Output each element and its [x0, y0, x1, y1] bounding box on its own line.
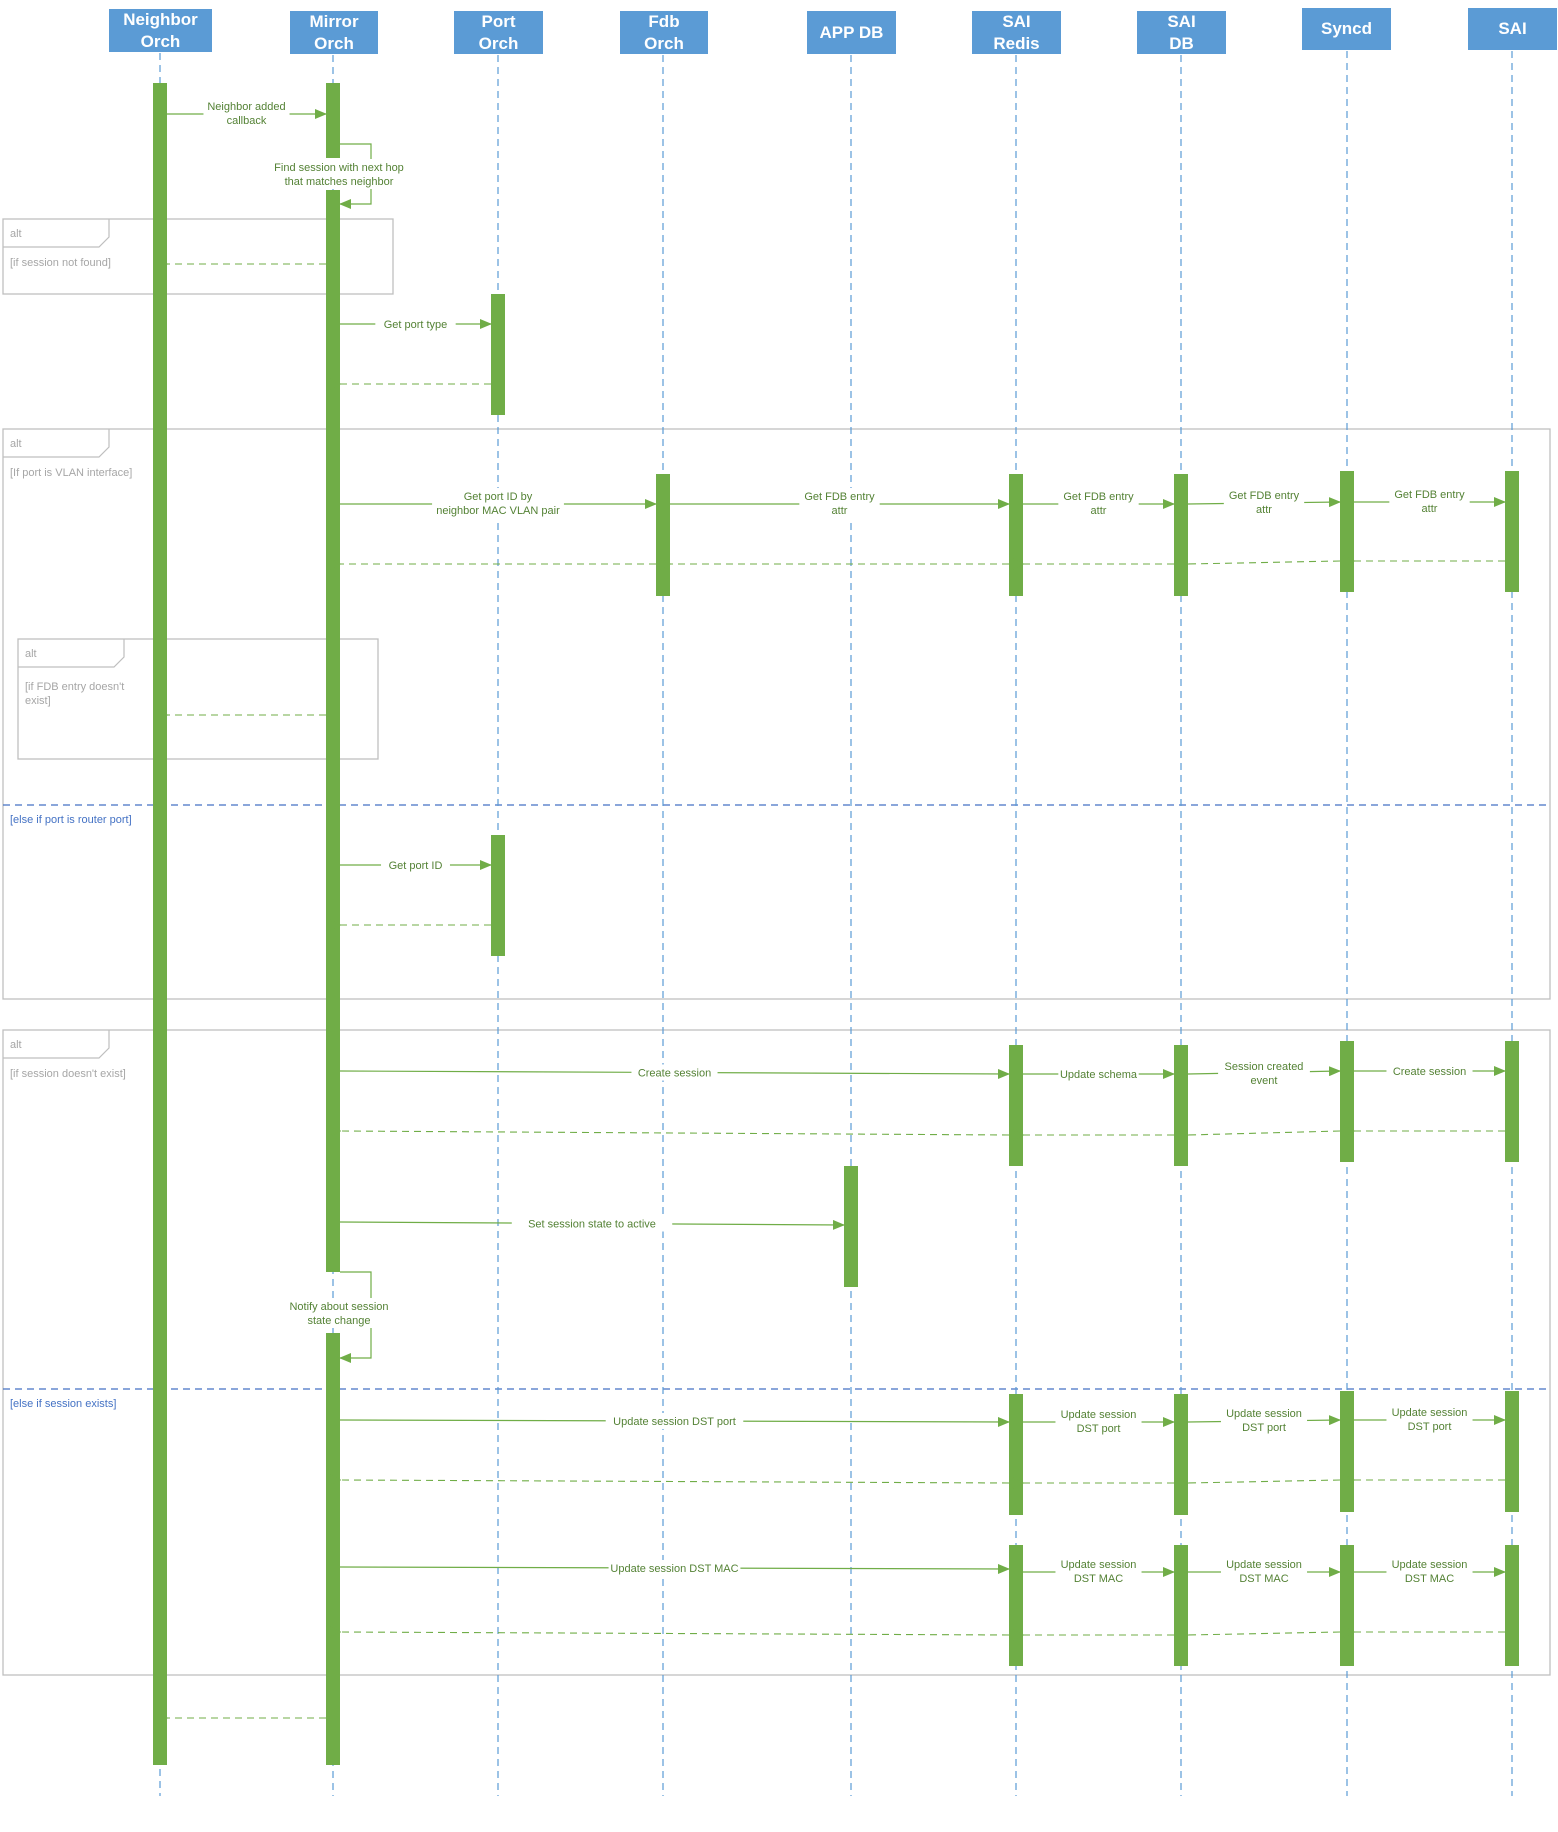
message-label: Create session	[1392, 1065, 1467, 1078]
activation-bar-sairedis	[1009, 474, 1023, 596]
message-label: Update session DST MAC	[1060, 1558, 1137, 1585]
activation-bar-saidb	[1174, 1394, 1188, 1515]
message-label: Get FDB entry attr	[1228, 489, 1300, 516]
alt-fragment-frame	[3, 429, 1550, 999]
activation-bar-syncd	[1340, 1545, 1354, 1666]
return-message-arrow	[340, 1131, 1009, 1135]
activation-bar-sairedis	[1009, 1545, 1023, 1666]
participant-sai-redis: SAI Redis	[972, 11, 1061, 54]
message-label: Get port ID by neighbor MAC VLAN pair	[436, 490, 560, 517]
self-message-label: Notify about session state change	[289, 1300, 389, 1327]
message-label: Create session	[637, 1067, 712, 1080]
message-label: Update session DST port	[613, 1415, 736, 1428]
return-message-arrow	[340, 1632, 1009, 1635]
return-message-arrow	[340, 1480, 1009, 1483]
alt-keyword: alt	[10, 1038, 22, 1051]
message-label: Neighbor added callback	[207, 100, 286, 127]
participant-mirror-orch: Mirror Orch	[290, 11, 378, 54]
message-label: Get port type	[383, 318, 448, 331]
message-label: Update session DST port	[1060, 1408, 1137, 1435]
activation-bar-port	[491, 294, 505, 415]
activation-bar-sairedis	[1009, 1045, 1023, 1166]
message-label: Get FDB entry attr	[1394, 488, 1465, 515]
message-label: Update session DST MAC	[610, 1562, 739, 1575]
return-message-arrow	[1188, 1131, 1340, 1135]
return-message-arrow	[1188, 1632, 1340, 1635]
activation-bar-mirror	[326, 190, 340, 1272]
activation-bar-appdb	[844, 1166, 858, 1287]
activation-bar-sai	[1505, 1545, 1519, 1666]
activation-bar-mirror	[326, 1333, 340, 1765]
activation-bar-syncd	[1340, 1391, 1354, 1512]
message-label: Update session DST port	[1226, 1407, 1302, 1434]
activation-bar-neighbor	[153, 83, 167, 1765]
participant-fdb-orch: Fdb Orch	[620, 11, 708, 54]
activation-bar-sai	[1505, 471, 1519, 592]
alt-guard: [if session doesn't exist]	[10, 1067, 126, 1080]
activation-bar-fdb	[656, 474, 670, 596]
alt-keyword: alt	[25, 647, 37, 660]
participant-port-orch: Port Orch	[454, 11, 543, 54]
activation-bar-saidb	[1174, 474, 1188, 596]
activation-bar-sairedis	[1009, 1394, 1023, 1515]
alt-guard: [if FDB entry doesn't exist]	[25, 680, 125, 707]
message-label: Update schema	[1059, 1068, 1138, 1081]
activation-bar-sai	[1505, 1041, 1519, 1162]
message-label: Get FDB entry attr	[1063, 490, 1134, 517]
participant-syncd: Syncd	[1302, 8, 1391, 50]
alt-keyword: alt	[10, 227, 22, 240]
alt-guard: [If port is VLAN interface]	[10, 466, 133, 479]
else-guard: [else if port is router port]	[10, 813, 132, 826]
activation-bar-saidb	[1174, 1045, 1188, 1166]
activation-bar-sai	[1505, 1391, 1519, 1512]
message-label: Set session state to active	[528, 1218, 656, 1231]
message-label: Get port ID	[388, 859, 443, 872]
message-label: Update session DST MAC	[1391, 1558, 1468, 1585]
participant-neighbor-orch: Neighbor Orch	[109, 9, 212, 52]
alt-guard: [if session not found]	[10, 256, 111, 269]
alt-fragment-frame	[3, 1030, 1550, 1675]
self-message-label: Find session with next hop that matches neighbor	[274, 161, 404, 188]
activation-bar-mirror	[326, 83, 340, 158]
alt-keyword: alt	[10, 437, 22, 450]
return-message-arrow	[1188, 1480, 1340, 1483]
else-guard: [else if session exists]	[10, 1397, 117, 1410]
participant-sai-db: SAI DB	[1137, 11, 1226, 54]
message-label: Session created event	[1224, 1060, 1304, 1087]
message-label: Update session DST MAC	[1226, 1558, 1302, 1585]
activation-bar-syncd	[1340, 471, 1354, 592]
message-label: Get FDB entry attr	[804, 490, 875, 517]
return-message-arrow	[1188, 561, 1340, 564]
message-label: Update session DST port	[1391, 1406, 1468, 1433]
participant-sai: SAI	[1468, 8, 1557, 50]
activation-bar-syncd	[1340, 1041, 1354, 1162]
participant-app-db: APP DB	[807, 11, 896, 54]
activation-bar-port	[491, 835, 505, 956]
activation-bar-saidb	[1174, 1545, 1188, 1666]
alt-fragment-frame	[18, 639, 378, 759]
